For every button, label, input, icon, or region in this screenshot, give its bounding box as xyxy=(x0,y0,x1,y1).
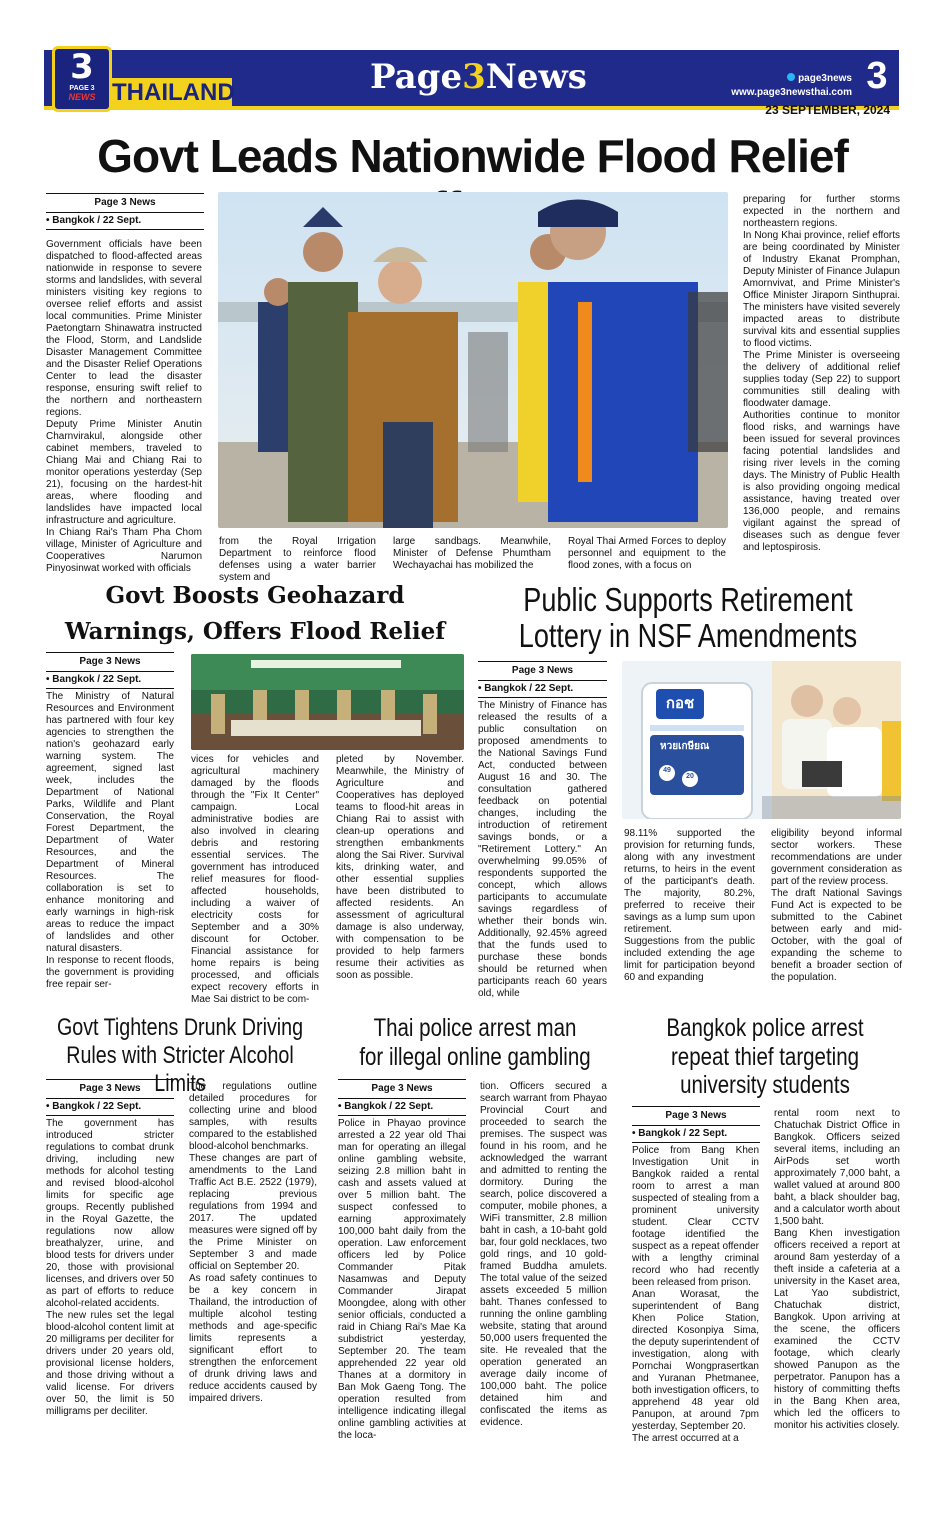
page3-logo: 3 PAGE 3 NEWS xyxy=(52,46,112,112)
article-column: vices for vehicles and agricultural machinery damaged by the floods through the "Fix It Center" campaign. Local administrative bodies are also involved in clearing debris and restoring essential services. The government has introduced relief measures for flood-affected households, including a waiver of electricity costs for September and a 30% discount for October. Financial assistance for home repairs is being processed, and officials expect recovery efforts in Mae Sai district to be com- xyxy=(191,754,319,1005)
article-column: Police from Bang Khen Investigation Unit in Bangkok raided a rental room to arrest a man suspected of stealing from a prominent university student. Clear CCTV footage identified the suspect as a repeat offender with a lengthy criminal record who had recently been released from prison. Anan Worasat, the superintendent of Bang Khen Police Station, directed Kosonpiya Sima, the deputy superintendent of investigation, along with Pornchai Wongprasertkan and Yuranan Phetmanee, both investigation officers, to apprehend 48 year old Panupon, at around 7pm yesterday, September 20. The arrest occurred at a xyxy=(632,1145,759,1444)
byline: Page 3 News • Bangkok / 22 Sept. xyxy=(478,661,607,698)
lottery-ball: 20 xyxy=(686,773,694,780)
photo-caption-column: large sandbags. Meanwhile, Minister of Defense Phumtham Wechayachai has mobilized the xyxy=(393,536,551,571)
mou-signing-photo xyxy=(191,654,464,750)
graphic-label: หวยเกษียณ xyxy=(660,741,710,752)
article-column: eligibility beyond informal sector workers. These recommendations are under government consideration as part of the review process. The draft National Savings Fund Act is expected to be submitted to the Cabinet between early and mid-October, with the goal of expanding the scheme to benefit a broader section of the population. xyxy=(771,828,902,983)
lottery-ball: 49 xyxy=(663,767,671,774)
article-headline: Govt Boosts Geohazard Warnings, Offers Flood Relief xyxy=(64,582,446,645)
byline: Page 3 News • Bangkok / 22 Sept. xyxy=(46,1079,174,1116)
article-column: Police in Phayao province arrested a 22 year old Thai man for operating an illegal online gambling website, seizing 2.8 million baht in cash and assets valued at over 5 million baht. The suspect confessed to earning approximately 100,000 baht daily from the operation. Law enforcement officers led by Police Commander Pitak Nasamwas and Deputy Commander Jirapat Moongdee, along with other senior officials, conducted a raid in Chiang Rai's Mae Ka subdistrict yesterday, September 20. The team apprehended 22 year old Thanes at a dormitory in Ban Mok Gaeng Tong. The operation resulted from intelligence indicating illegal online gambling activities at the loca- xyxy=(338,1118,466,1441)
photo-caption-column: from the Royal Irrigation Department to reinforce flood defenses using a water barrier system and xyxy=(219,536,376,583)
byline: Page 3 News • Bangkok / 22 Sept. xyxy=(338,1079,466,1116)
article-column: preparing for further storms expected in the northern and northeastern regions. In Nong Khai province, relief efforts are being coordinated by Minister of Industry Ekanat Promphan, Deputy Minister of Finance Julapun Amornvivat, and Prime Minister's Office Minister Jiraporn Sinthuprai. The ministers have visited severely impacted areas to distribute survival kits and essential supplies to flood victims. The Prime Minister is overseeing the delivery of additional relief supplies today (Sep 22) to support communities still dealing with floodwater damage. Authorities continue to monitor flood risks, and warnings have been issued for several provinces facing potential landslides and rising river levels in the coming days. The Ministry of Public Health is also providing ongoing medical assistance, having treated over 136,000 people, and remains vigilant against the spread of diseases such as dengue fever and leptospirosis. xyxy=(743,194,900,553)
article-column: The government has introduced stricter regulations to combat drunk driving, including new methods for alcohol testing and revised blood-alcohol limits for specific age groups. Recently published in the Royal Gazette, the regulations now allow breathalyzer, urine, and blood tests for drivers under 20, those with provisional licenses, and drivers over 50 as part of efforts to reduce alcohol-related accidents. The new rules set the legal blood-alcohol content limit at 20 milligrams per deciliter for drivers under 20 years old, provisional license holders, and those driving without a valid license. For drivers over 50, the limit is 50 milligrams per deciliter. xyxy=(46,1118,174,1417)
retirement-graphic xyxy=(622,661,901,819)
page-number: 3 xyxy=(866,55,888,97)
social-icon xyxy=(787,73,795,81)
social-handle: page3news xyxy=(798,73,852,84)
article-column: rental room next to Chatuchak District Office in Bangkok. Officers seized several items, including an AirPods set worth approximately 7,000 baht, a wallet valued at around 800 baht, a black shoulder bag, and a calculator worth about 1,500 baht. Bang Khen investigation officers received a report at around 8am yesterday of a theft inside a cafeteria at a university in the Kaset area, Lat Yao subdistrict, Chatuchak district, Bangkok. Upon arriving at the scene, the officers examined the CCTV footage, which clearly showed Panupon as the perpetrator. Panupon has a history of committing thefts in the Bang Khen area, which led the officers to monitor his activities closely. xyxy=(774,1108,900,1431)
website-url: www.page3newsthai.com xyxy=(731,87,852,98)
lead-photo xyxy=(218,192,728,528)
ceremony-photo xyxy=(191,654,464,750)
masthead-contact xyxy=(680,72,852,100)
byline: Page 3 News • Bangkok / 22 Sept. xyxy=(46,193,204,230)
lead-headline: Govt Leads Nationwide Flood Relief xyxy=(97,130,848,182)
article-headline: Govt Tightens Drunk Driving Rules with Stricter Alcohol Limits xyxy=(56,1014,304,1097)
byline: Page 3 News • Bangkok / 22 Sept. xyxy=(632,1106,760,1143)
article-column: The Ministry of Finance has released the results of a public consultation on proposed amendments to the National Savings Fund Act, conducted between August 16 and 30. The consultation gathered feedback on potential changes, including the introduction of retirement savings bonds, or a "Retirement Lottery." An overwhelming 99.05% of respondents supported the concept, which allows participants to accumulate savings regardless of whether their bonds win. Additionally, 92.45% agreed that the funds used to purchase these bonds should be returned when participants reach 60 years old, while xyxy=(478,700,607,999)
flood-visit-photo xyxy=(218,192,728,528)
article-column: The Ministry of Natural Resources and Environment has partnered with four key agencies to strengthen the nation's geohazard early warning system. The agreement, signed last week, includes the Department of National Parks, Wildlife and Plant Conservation, the Royal Forest Department, the Department of Water Resources, and the Department of Mineral Resources. The collaboration is set to enhance monitoring and early warnings in high-risk areas to reduce the impact of landslides and other natural disasters. In response to recent floods, the government is providing free repair ser- xyxy=(46,691,174,990)
article-headline: Thai police arrest man for illegal online gambling xyxy=(359,1014,591,1071)
newspaper-title: Page3News xyxy=(370,57,587,97)
article-headline: Public Supports Retirement Lottery in NSF Amendments xyxy=(518,581,858,654)
article-column: tion. Officers secured a search warrant from Phayao Provincial Court and proceeded to search the premises. The suspect was found in his room, and he acknowledged the warrant and admitted to renting the dormitory. During the search, police discovered a computer, mobile phones, a WiFi transmitter, 2.8 million baht in cash, a 10-baht gold bar, four gold necklaces, two gold rings, and 10 gold-framed Buddha amulets. The total value of the seized assets exceeded 5 million baht. Thanes confessed to running the online gambling website, stating that around 50,000 users frequented the site. He revealed that the operation generated an average daily income of 100,000 baht. The police detained him and confiscated the items as evidence. xyxy=(480,1081,607,1428)
byline: Page 3 News • Bangkok / 22 Sept. xyxy=(46,652,174,689)
article-headline: Bangkok police arrest repeat thief targeting university students xyxy=(666,1014,864,1099)
article-column: Government officials have been dispatched to flood-affected areas nationwide in response to severe storms and landslides, with several ministers visiting key regions to oversee relief efforts and assist local communities. Prime Minister Paetongtarn Shinawatra instructed the Flood, Storm, and Landslide Disaster Management Committee and the Disaster Relief Operations Center to lead the disaster response, ensuring swift relief to the northern and northeastern regions. Deputy Prime Minister Anutin Charnvirakul, alongside other cabinet members, traveled to Chiang Mai and Chiang Rai to monitor operations yesterday (Sep 21), focusing on the hardest-hit areas, where flooding and landslides have impacted local infrastructure and agriculture. In Chiang Rai's Tham Pha Chom village, Minister of Agriculture and Cooperatives Narumon Pinyosinwat worked with officials xyxy=(46,239,202,574)
issue-date: 23 SEPTEMBER, 2024 xyxy=(765,103,890,117)
country-label: THAILAND xyxy=(112,79,235,106)
photo-caption-column: Royal Thai Armed Forces to deploy personnel and equipment to the flood zones, with a focus on xyxy=(568,536,726,571)
article-column: 98.11% supported the provision for returning funds, along with any investment returns, to heirs in the event of the participant's death. The majority, 80.2%, preferred to receive their savings as a lump sum upon retirement. Suggestions from the public included extending the age limit for participation beyond 60 and expanding xyxy=(624,828,755,983)
article-column: The regulations outline detailed procedures for collecting urine and blood samples, with results compared to the established blood-alcohol benchmarks. These changes are part of amendments to the Land Traffic Act B.E. 2522 (1979), replacing previous regulations from 1994 and 2017. The updated measures were signed off by the Prime Minister on September 3 and made official on September 20. As road safety continues to be a key concern in Thailand, the introduction of multiple alcohol testing methods and age-specific limits represents a significant effort to strengthen the enforcement of drunk driving laws and reduce accidents caused by impaired drivers. xyxy=(189,1081,317,1404)
nsf-logo: กอช xyxy=(656,689,704,719)
article-column: pleted by November. Meanwhile, the Ministry of Agriculture and Cooperatives has deployed teams to flood-hit areas in Chiang Rai to assist with clean-up operations and strengthen embankments along the Sai River. Survival kits, drinking water, and other essential supplies have been distributed to affected residents. An assessment of agricultural damage is also underway, with compensation to be provided to help farmers resume their activities as soon as possible. xyxy=(336,754,464,981)
